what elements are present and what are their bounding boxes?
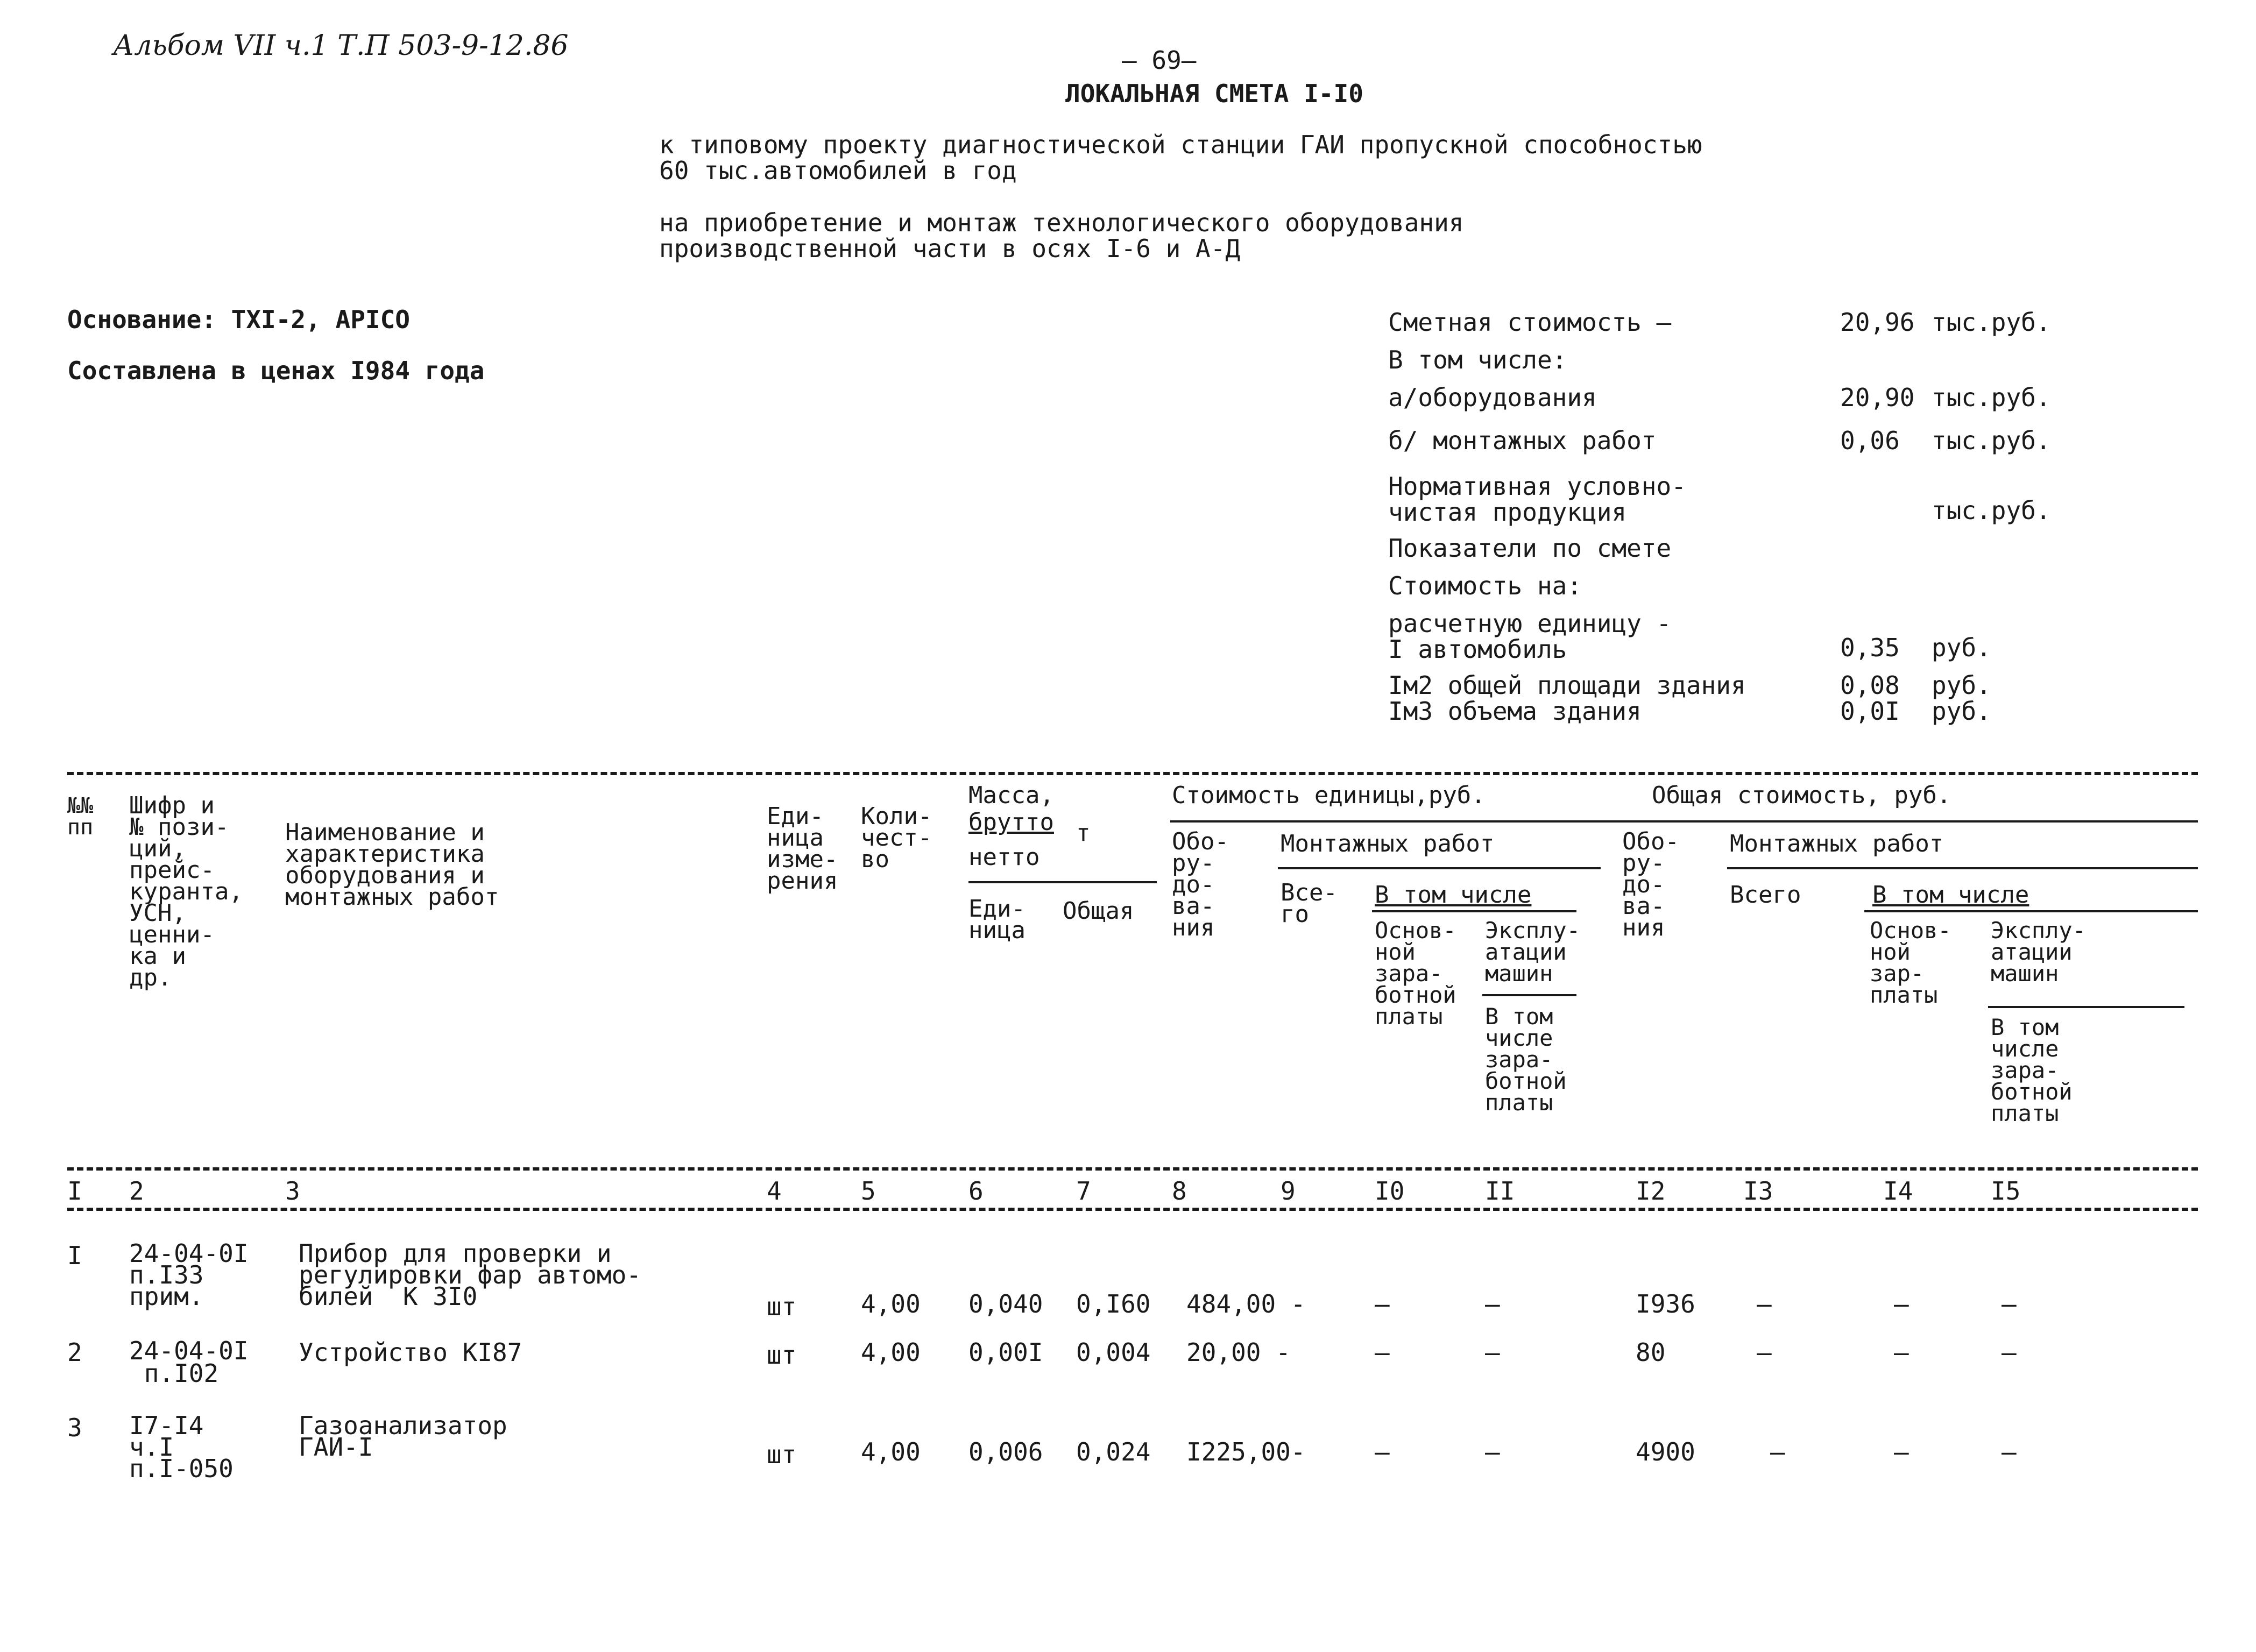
row-code: 24-04-0I п.I33 прим. [129, 1239, 249, 1311]
row-equip-total: I936 [1636, 1289, 1695, 1318]
summary-unit: руб. [1932, 633, 1991, 662]
row-code: 24-04-0I п.I02 [129, 1336, 249, 1388]
row-cell: – [1375, 1338, 1390, 1367]
row-cell: – [1485, 1437, 1500, 1466]
column-number: 8 [1172, 1176, 1187, 1206]
row-qty: 4,00 [861, 1289, 921, 1318]
row-name: Газоанализатор ГАИ-I [299, 1411, 507, 1462]
header-mount: Монтажных работ [1281, 830, 1495, 857]
header-machines-total: Эксплу- атации машин [1991, 917, 2087, 987]
header-mass: Масса, [968, 782, 1054, 809]
summary-value: 20,96 [1840, 308, 1915, 337]
row-code: I7-I4 ч.I п.I-050 [129, 1411, 234, 1483]
row-name: Прибор для проверки и регулировки фар автомо- билей К 3I0 [299, 1239, 641, 1311]
divider [1170, 820, 2198, 823]
row-cell: – [2002, 1289, 2017, 1318]
column-number: 5 [861, 1176, 876, 1206]
header-total-cost: Общая стоимость, руб. [1652, 782, 1951, 809]
column-number: I3 [1743, 1176, 1773, 1206]
summary-unit: тыс.руб. [1932, 308, 2051, 337]
row-num: 2 [67, 1338, 82, 1367]
row-qty: 4,00 [861, 1338, 921, 1367]
header-basic-pay-total: Основ- ной зар- платы [1870, 917, 1951, 1008]
header-name: Наименование и характеристика оборудования и монтажных работ [285, 819, 499, 911]
header-mount-total: Монтажных работ [1730, 830, 1944, 857]
row-mass-total: 0,I60 [1076, 1289, 1151, 1318]
row-mass-total: 0,004 [1076, 1338, 1151, 1367]
column-number: I [67, 1176, 82, 1206]
header-all-total: Всего [1730, 881, 1801, 909]
row-equip-total: 80 [1636, 1338, 1666, 1367]
column-number: I4 [1883, 1176, 1913, 1206]
row-cell: – [1770, 1437, 1785, 1466]
row-cell: – [1894, 1289, 1909, 1318]
header-num: №№ пп [67, 793, 94, 840]
divider [67, 772, 2198, 775]
prices-year: Составлена в ценах I984 года [67, 356, 485, 385]
summary-label: Нормативная условно- чистая продукция [1388, 472, 1686, 527]
column-number: II [1485, 1176, 1515, 1206]
row-cell: – [1375, 1437, 1390, 1466]
row-cell: – [2002, 1338, 2017, 1367]
row-num: 3 [67, 1413, 82, 1442]
header-incl: В том числе [1375, 881, 1532, 909]
summary-label: а/оборудования [1388, 383, 1597, 412]
row-cell: – [1485, 1289, 1500, 1318]
summary-label: Сметная стоимость – [1388, 308, 1672, 337]
summary-unit: тыс.руб. [1932, 426, 2051, 455]
header-mass-unit: Еди- ница [968, 895, 1026, 944]
header-unit-cost: Стоимость единицы,руб. [1172, 782, 1486, 809]
column-number: 4 [767, 1176, 782, 1206]
divider [968, 881, 1157, 883]
row-num: I [67, 1241, 82, 1270]
row-mass-unit: 0,00I [968, 1338, 1043, 1367]
header-incl-total: В том числе [1872, 881, 2029, 909]
column-number: I2 [1636, 1176, 1666, 1206]
header-brutto: брутто [968, 809, 1054, 836]
divider [1482, 994, 1576, 996]
divider [1988, 1006, 2184, 1008]
row-mass-unit: 0,006 [968, 1437, 1043, 1466]
subtitle-project: к типовому проекту диагностической станции ГАИ пропускной способностью 60 тыс.автомобилей в год [659, 130, 1702, 185]
header-equip-total: Обо- ру- до- ва- ния [1622, 828, 1679, 941]
summary-unit: руб. руб. [1932, 671, 1991, 726]
header-equip: Обо- ру- до- ва- ния [1172, 828, 1229, 941]
summary-label: В том числе: [1388, 345, 1567, 374]
header-machines: Эксплу- атации машин [1485, 917, 1581, 987]
column-number: 3 [285, 1176, 300, 1206]
summary-value: 20,90 [1840, 383, 1915, 412]
column-number: 2 [129, 1176, 144, 1206]
row-cell: – [2002, 1437, 2017, 1466]
divider [1727, 867, 2198, 869]
header-machines-pay: В том числе зара- ботной платы [1485, 1003, 1567, 1116]
column-number: I5 [1991, 1176, 2021, 1206]
subtitle-scope: на приобретение и монтаж технологического оборудования производственной части в осях I-6 и А-Д [659, 208, 1464, 263]
row-cell: – [1894, 1338, 1909, 1367]
column-number: 9 [1281, 1176, 1296, 1206]
summary-value: 0,08 0,0I [1840, 671, 1900, 726]
header-unit: Еди- ница изме- рения [767, 803, 838, 895]
header-mass-total: Общая [1063, 897, 1134, 925]
header-code: Шифр и № пози- ций, прейс- куранта, УСН, ценни- ка и др. [129, 792, 243, 991]
row-mass-total: 0,024 [1076, 1437, 1151, 1466]
summary-label: Стоимость на: [1388, 571, 1582, 600]
summary-label: Iм2 общей площади здания Iм3 объема здания [1388, 671, 1746, 726]
header-t: т [1076, 819, 1091, 847]
row-cell: – [1375, 1289, 1390, 1318]
row-mass-unit: 0,040 [968, 1289, 1043, 1318]
page-title: ЛОКАЛЬНАЯ СМЕТА I-I0 [1065, 79, 1363, 108]
divider [67, 1208, 2198, 1211]
row-name: Устройство КI87 [299, 1338, 522, 1367]
page-number: – 69– [1122, 46, 1197, 75]
basis: Основание: ТХI-2, АРIСО [67, 305, 410, 334]
header-machines-pay-total: В том числе зара- ботной платы [1991, 1014, 2073, 1126]
row-cell: – [1757, 1338, 1772, 1367]
column-number: 7 [1076, 1176, 1091, 1206]
summary-value: 0,35 [1840, 633, 1900, 662]
header-basic-pay: Основ- ной зара- ботной платы [1375, 917, 1456, 1030]
column-number: 6 [968, 1176, 984, 1206]
row-equip-cost: 484,00 - [1186, 1289, 1306, 1318]
summary-value: 0,06 [1840, 426, 1900, 455]
summary-label: б/ монтажных работ [1388, 426, 1657, 455]
row-cell: – [1894, 1437, 1909, 1466]
summary-label: Показатели по смете [1388, 534, 1672, 563]
divider [1372, 910, 1576, 912]
summary-label: расчетную единицу - I автомобиль [1388, 609, 1672, 664]
row-cell: – [1757, 1289, 1772, 1318]
header-netto: нетто [968, 843, 1040, 871]
header-qty: Коли- чест- во [861, 803, 932, 873]
row-unit: шт [767, 1292, 797, 1321]
row-equip-cost: 20,00 - [1186, 1338, 1291, 1367]
divider [1278, 867, 1601, 869]
column-number: I0 [1375, 1176, 1405, 1206]
row-equip-total: 4900 [1636, 1437, 1695, 1466]
summary-unit: тыс.руб. [1932, 496, 2051, 525]
row-cell: – [1485, 1338, 1500, 1367]
album-stamp: Альбом VII ч.1 Т.П 503-9-12.86 [113, 30, 569, 62]
row-qty: 4,00 [861, 1437, 921, 1466]
header-all: Все- го [1281, 879, 1338, 928]
row-unit: шт [767, 1440, 797, 1469]
row-unit: шт [767, 1341, 797, 1370]
divider [1864, 910, 2198, 912]
divider [67, 1167, 2198, 1171]
row-equip-cost: I225,00- [1186, 1437, 1306, 1466]
summary-unit: тыс.руб. [1932, 383, 2051, 412]
